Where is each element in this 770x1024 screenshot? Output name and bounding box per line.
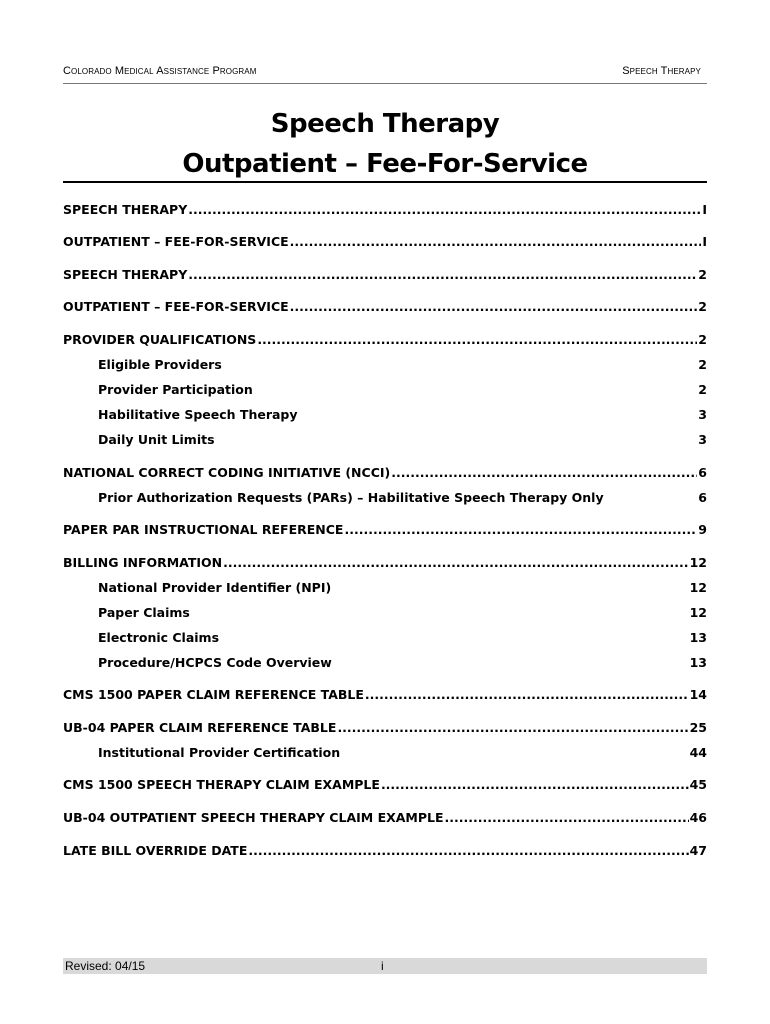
toc-entry[interactable]	[63, 554, 707, 572]
toc-subentry[interactable]	[98, 654, 707, 672]
toc-entry[interactable]	[63, 298, 707, 316]
toc-leader	[248, 842, 688, 860]
toc-subentry-page: 6	[698, 490, 707, 505]
toc-subentry-page: 3	[698, 432, 707, 447]
toc-entry-page: 14	[689, 687, 707, 702]
toc-entry-page: 46	[689, 810, 707, 825]
toc-subentry-label: Paper Claims	[98, 605, 190, 620]
toc-subentry-page: 44	[689, 745, 707, 760]
toc-entry[interactable]	[63, 266, 707, 284]
toc-subentry[interactable]	[98, 489, 707, 507]
toc-leader	[391, 464, 697, 482]
toc-leader	[290, 233, 702, 251]
page-footer	[63, 958, 707, 974]
toc-entry-label: UB-04 PAPER CLAIM REFERENCE TABLE	[63, 720, 337, 735]
toc-entry-label: OUTPATIENT – FEE-FOR-SERVICE	[63, 299, 289, 314]
toc-subentry-page: 2	[698, 357, 707, 372]
toc-entry-page: I	[702, 202, 707, 217]
toc-leader	[365, 686, 689, 704]
toc-entry-page: 2	[698, 267, 707, 282]
toc-subentry[interactable]	[98, 431, 707, 449]
toc-entry[interactable]	[63, 233, 707, 251]
toc-subentry-label: Eligible Providers	[98, 357, 222, 372]
toc-leader	[381, 776, 689, 794]
toc-subentry[interactable]	[98, 744, 707, 762]
toc-entry-page: I	[702, 234, 707, 249]
toc-entry-page: 2	[698, 332, 707, 347]
toc-entry-page: 6	[698, 465, 707, 480]
toc-entry-label: NATIONAL CORRECT CODING INITIATIVE (NCCI)	[63, 465, 391, 480]
toc-subentry[interactable]	[98, 381, 707, 399]
document-title-line-1: Speech Therapy	[270, 109, 500, 139]
toc-subentry-page: 12	[689, 580, 707, 595]
toc-entry-page: 2	[698, 299, 707, 314]
toc-leader	[188, 266, 697, 284]
toc-entry[interactable]	[63, 719, 707, 737]
toc-subentry-label: Prior Authorization Requests (PARs) – Habilitative Speech Therapy Only	[98, 490, 604, 505]
toc-entry-page: 45	[689, 777, 707, 792]
title-divider	[63, 181, 707, 183]
toc-entry-page: 9	[698, 522, 707, 537]
toc-entry-page: 12	[689, 555, 707, 570]
toc-entry[interactable]	[63, 842, 707, 860]
header-program-name: Colorado Medical Assistance Program	[63, 65, 257, 77]
toc-subentry-label: Institutional Provider Certification	[98, 745, 341, 760]
toc-entry-label: BILLING INFORMATION	[63, 555, 223, 570]
toc-subentry-page: 2	[698, 382, 707, 397]
toc-leader	[445, 809, 689, 827]
toc-entry-label: UB-04 OUTPATIENT SPEECH THERAPY CLAIM EXAMPLE	[63, 810, 444, 825]
running-header	[63, 63, 707, 84]
toc-leader	[188, 201, 701, 219]
toc-entry-label: PROVIDER QUALIFICATIONS	[63, 332, 257, 347]
page-number: i	[381, 959, 384, 973]
toc-subentry-page: 3	[698, 407, 707, 422]
document-title-line-2: Outpatient – Fee-For-Service	[182, 149, 588, 179]
toc-leader	[344, 521, 697, 539]
toc-entry-label: OUTPATIENT – FEE-FOR-SERVICE	[63, 234, 289, 249]
toc-entry[interactable]	[63, 464, 707, 482]
toc-subentry-label: National Provider Identifier (NPI)	[98, 580, 332, 595]
toc-entry-label: SPEECH THERAPY	[63, 202, 188, 217]
toc-subentry[interactable]	[98, 604, 707, 622]
toc-subentry[interactable]	[98, 629, 707, 647]
toc-subentry[interactable]	[98, 579, 707, 597]
toc-subentry-label: Provider Participation	[98, 382, 253, 397]
toc-entry[interactable]	[63, 809, 707, 827]
toc-subentry-page: 13	[689, 630, 707, 645]
toc-subentry-page: 13	[689, 655, 707, 670]
toc-entry[interactable]	[63, 201, 707, 219]
document-title	[63, 104, 707, 184]
toc-entry-page: 25	[689, 720, 707, 735]
toc-subentry[interactable]	[98, 406, 707, 424]
toc-subentry-label: Daily Unit Limits	[98, 432, 215, 447]
toc-entry-label: SPEECH THERAPY	[63, 267, 188, 282]
toc-subentry-label: Electronic Claims	[98, 630, 220, 645]
toc-entry-label: LATE BILL OVERRIDE DATE	[63, 843, 248, 858]
toc-entry-label: CMS 1500 PAPER CLAIM REFERENCE TABLE	[63, 687, 364, 702]
toc-entry[interactable]	[63, 331, 707, 349]
toc-subentry[interactable]	[98, 356, 707, 374]
toc-entry-label: CMS 1500 SPEECH THERAPY CLAIM EXAMPLE	[63, 777, 380, 792]
toc-leader	[223, 554, 688, 572]
toc-leader	[337, 719, 688, 737]
toc-entry[interactable]	[63, 521, 707, 539]
toc-entry-label: PAPER PAR INSTRUCTIONAL REFERENCE	[63, 522, 344, 537]
toc-subentry-label: Habilitative Speech Therapy	[98, 407, 298, 422]
toc-leader	[290, 298, 698, 316]
header-section-name: Speech Therapy	[622, 65, 701, 77]
toc-subentry-page: 12	[689, 605, 707, 620]
revision-date: Revised: 04/15	[65, 959, 146, 973]
toc-leader	[257, 331, 697, 349]
toc-entry[interactable]	[63, 776, 707, 794]
toc-entry-page: 47	[689, 843, 707, 858]
toc-subentry-label: Procedure/HCPCS Code Overview	[98, 655, 332, 670]
toc-entry[interactable]	[63, 686, 707, 704]
